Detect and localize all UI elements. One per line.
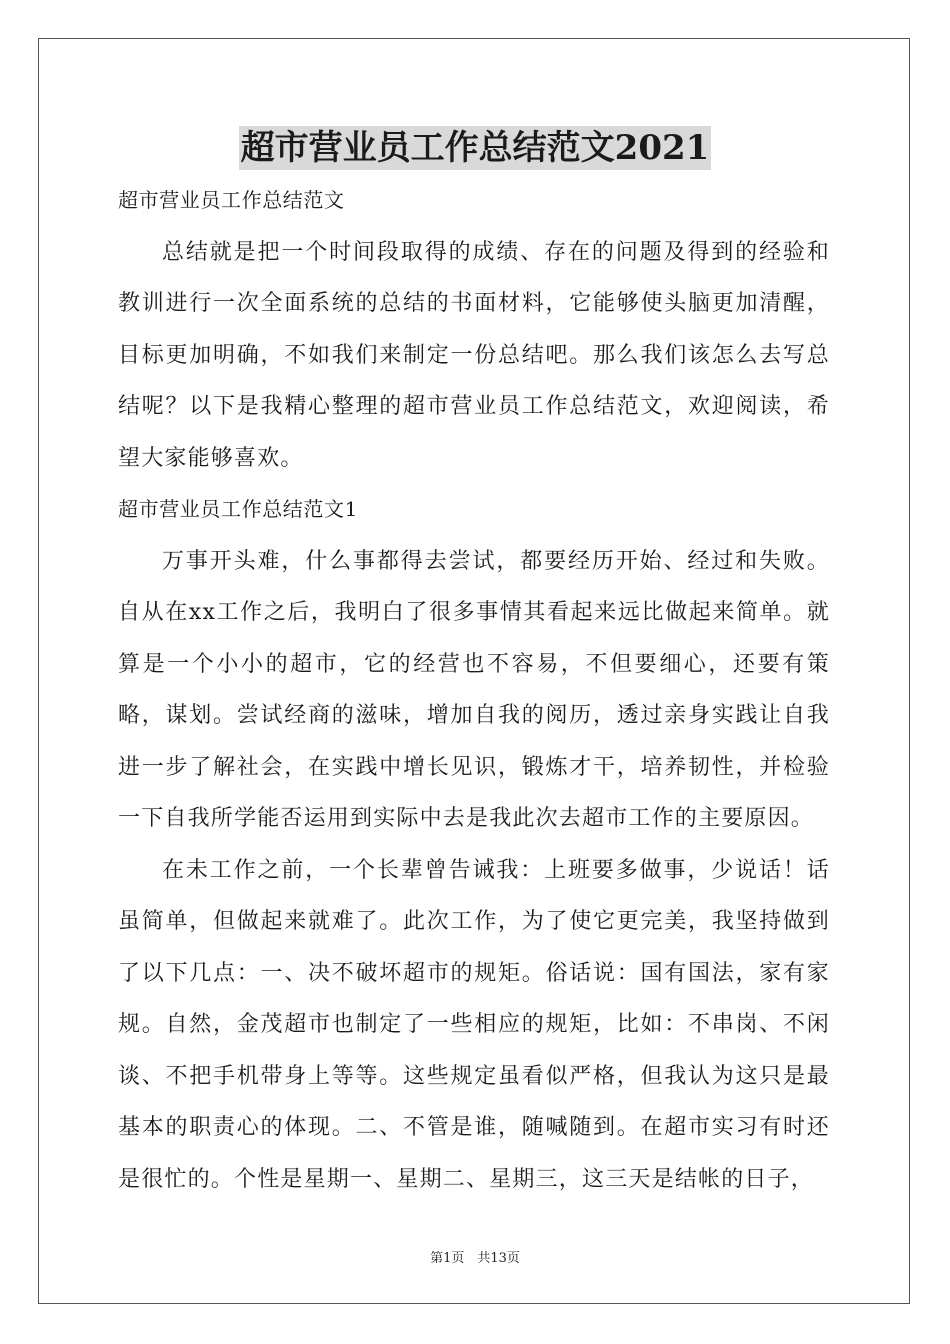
page-footer: 第1页 共13页 xyxy=(430,1251,520,1266)
document-subtitle: 超市营业员工作总结范文 xyxy=(118,188,345,212)
section-heading: 超市营业员工作总结范文1 xyxy=(118,497,358,521)
intro-paragraph: 总结就是把一个时间段取得的成绩、存在的问题及得到的经验和教训进行一次全面系统的总结的书面材料，它能够使头脑更加清醒，目标更加明确，不如我们来制定一份总结吧。那么我们该怎么去写总结呢？以下是我精心整理的超市营业员工作总结范文，欢迎阅读，希望大家能够喜欢。 xyxy=(118,239,830,471)
title-container xyxy=(0,126,950,170)
body-paragraph: 在未工作之前，一个长辈曾告诫我：上班要多做事，少说话！话虽简单，但做起来就难了。此次工作，为了使它更完美，我坚持做到了以下几点：一、决不破坏超市的规矩。俗话说：国有国法，家有家规。自然，金茂超市也制定了一些相应的规矩，比如：不串岗、不闲谈、不把手机带身上等等。这些规定虽看似严格，但我认为这只是最基本的职责心的体现。二、不管是谁，随喊随到。在超市实习有时还是很忙的。个性是星期一、星期二、星期三，这三天是结帐的日子， xyxy=(118,857,830,1192)
body-paragraph: 万事开头难，什么事都得去尝试，都要经历开始、经过和失败。自从在xx工作之后，我明白了很多事情其看起来远比做起来简单。就算是一个小小的超市，它的经营也不容易，不但要细心，还要有策略，谋划。尝试经商的滋味，增加自我的阅历，透过亲身实践让自我进一步了解社会，在实践中增长见识，锻炼才干，培养韧性，并检验一下自我所学能否运用到实际中去是我此次去超市工作的主要原因。 xyxy=(118,548,830,831)
document-body xyxy=(118,175,830,1205)
document-title: 超市营业员工作总结范文2021 xyxy=(240,128,710,168)
